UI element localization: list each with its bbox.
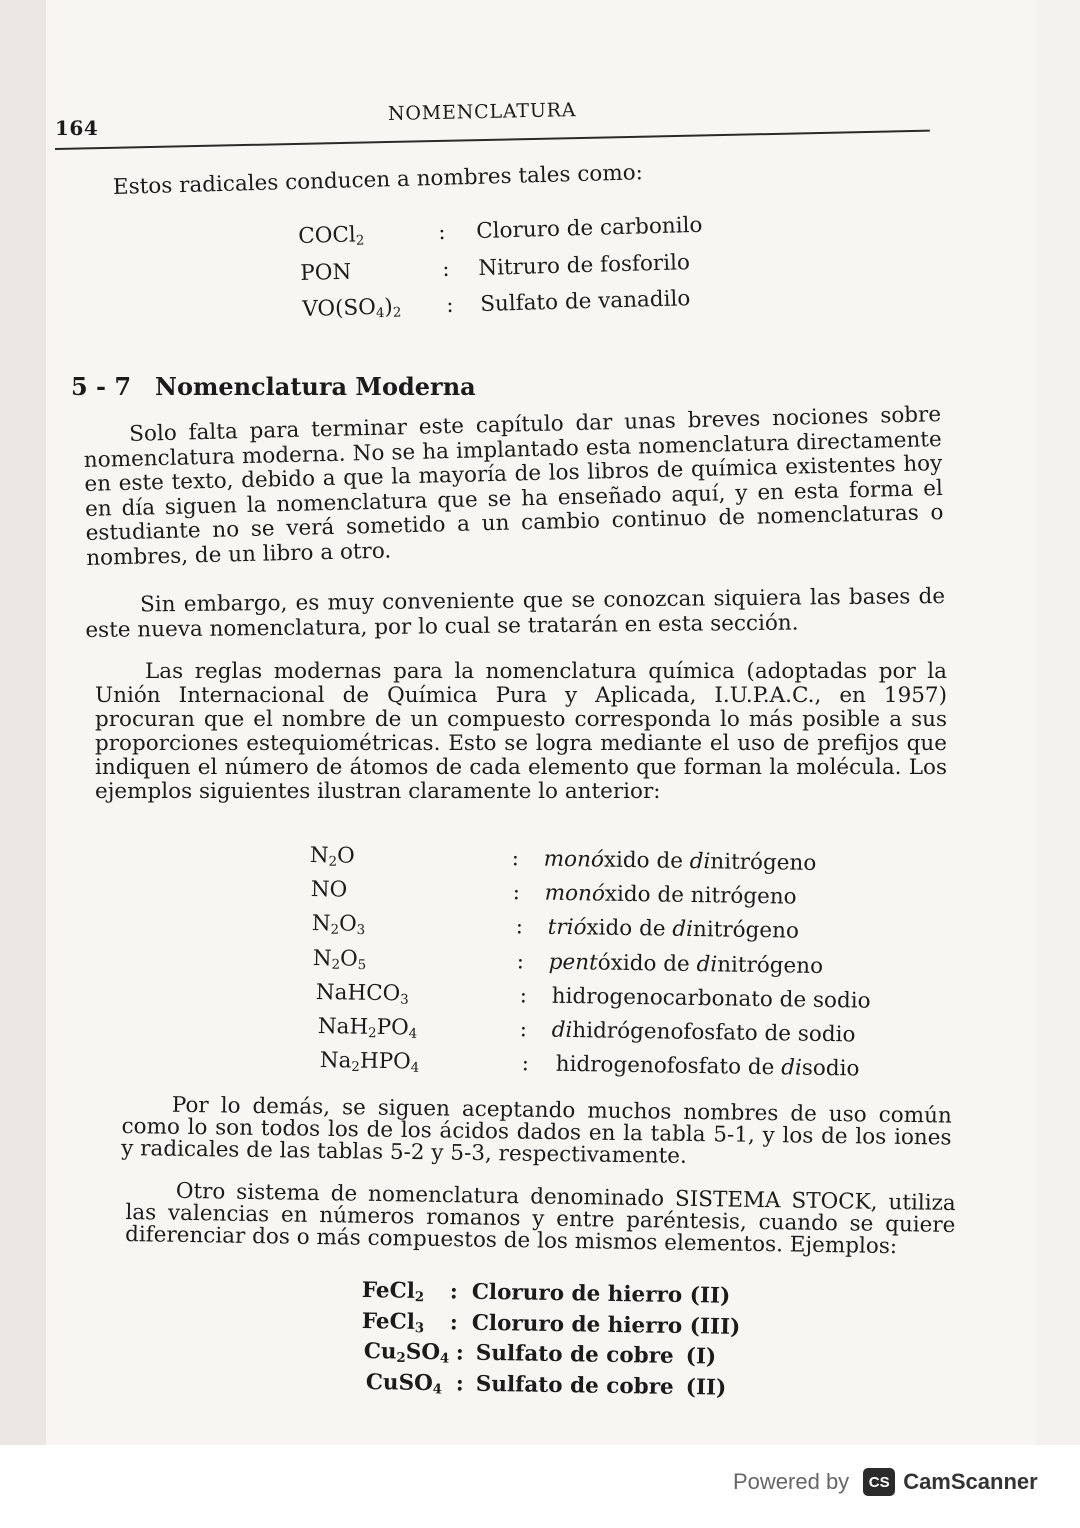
separator: : [516,949,525,975]
formula: PON [300,259,352,286]
paragraph: Sin embargo, es muy conveniente que se conozcan siquiera las bases de este nueva nomenclatura, por lo cual se tratarán en esta sección. [85,583,946,643]
page-edge-shadow [0,0,46,1445]
valence: (III) [689,1314,741,1340]
separator: : [445,292,454,318]
separator: : [441,256,450,283]
compound-name: trióxido de dinitrógeno [547,914,800,944]
compound-name: Sulfato de vanadilo [479,286,691,318]
separator: : [519,1017,528,1043]
formula: $N_2O_5$ [312,946,367,974]
camscanner-brand: CamScanner [903,1469,1038,1494]
valence: (II) [689,1283,731,1309]
paragraph: Solo falta para terminar este capítulo dar unas breves nociones sobre nomenclatura moderna. No se ha implantado esta nomenclatura directamente en este texto, debido a que la mayoría de los libros de química existentes hoy en día siguen la nomenclatura que se ha enseñado aquí, y en esta forma el estudiante no se verá sometido a un cambio continuo de nomenclaturas o nombres, de un libro a otro. [83,402,944,571]
separator: : [437,219,446,246]
valence: (II) [685,1375,727,1401]
valence: (I) [685,1344,717,1370]
paragraph: Por lo demás, se siguen aceptando muchos nombres de uso común como lo son todos los de los ácidos dados en la tabla 5-1, y los de los iones y radicales de las tablas 5-2 y 5-3, respectivamente. [121,1092,952,1169]
section-number: 5 - 7 [71,372,132,401]
formula: NO [310,877,348,903]
compound-name: Cloruro de hierro [471,1310,683,1340]
running-title: NOMENCLATURA [387,99,577,125]
compound-name: Cloruro de hierro [471,1279,683,1309]
separator: : [515,914,524,940]
compound-name: Cloruro de carbonilo [475,212,703,245]
formula: FeCl$_2$ [361,1278,425,1306]
compound-name: hidrogenofosfato de disodio [555,1051,860,1082]
formula: $N_2O$ [309,843,355,870]
separator: : [521,1051,530,1077]
separator: : [512,880,521,906]
scanner-watermark [733,1468,1038,1496]
powered-by-label: Powered by [733,1469,850,1494]
compound-name: monóxido de dinitrógeno [543,846,817,876]
compound-name: pentóxido de dinitrógeno [548,949,824,980]
separator: : [449,1310,458,1336]
page-number: 164 [55,116,99,140]
paragraph: Otro sistema de nomenclatura denominado SISTEMA STOCK, utiliza las valencias en números romanos y entre paréntesis, cuando se quiere diferenciar dos o más compuestos de los mismos elementos. Ejemplos: [124,1178,956,1260]
formula: $Na_2HPO_4$ [319,1048,420,1076]
compound-name: monóxido de nitrógeno [544,880,797,910]
formula: NaHCO$_3$ [315,980,409,1008]
formula: $VO(SO_4)_2$ [302,294,402,322]
compound-name: Nitruro de fosforilo [477,250,691,282]
separator: : [511,846,520,872]
compound-name: Sulfato de cobre [475,1340,674,1369]
compound-name: dihidrógenofosfato de sodio [551,1017,856,1048]
separator: : [449,1279,458,1305]
section-title: Nomenclatura Moderna [155,372,476,401]
separator: : [519,983,528,1009]
compound-name: hidrogenocarbonato de sodio [551,983,871,1014]
formula: CuSO$_4$ [365,1370,443,1398]
formula: FeCl$_3$ [361,1309,425,1337]
separator: : [455,1371,464,1397]
formula: $NaH_2PO_4$ [317,1014,418,1042]
camscanner-logo-icon: CS [863,1468,895,1496]
formula: $N_2O_3$ [311,911,366,939]
formula: $Cu_2SO_4$ [363,1339,450,1367]
intro-text: Estos radicales conducen a nombres tales como: [112,160,644,200]
paragraph: Las reglas modernas para la nomenclatura química (adoptadas por la Unión Internacional de Química Pura y Aplicada, I.U.P.A.C., en 1957) procuran que el nombre de un compuesto corresponda lo más posible a sus proporciones estequiométricas. Esto se logra mediante el uso de prefijos que indiquen el número de átomos de cada elemento que forman la molécula. Los ejemplos siguientes ilustran claramente lo anterior: [95,659,947,804]
formula: COCl$_2$ [298,222,365,249]
separator: : [455,1340,464,1366]
compound-name: Sulfato de cobre [475,1371,674,1400]
